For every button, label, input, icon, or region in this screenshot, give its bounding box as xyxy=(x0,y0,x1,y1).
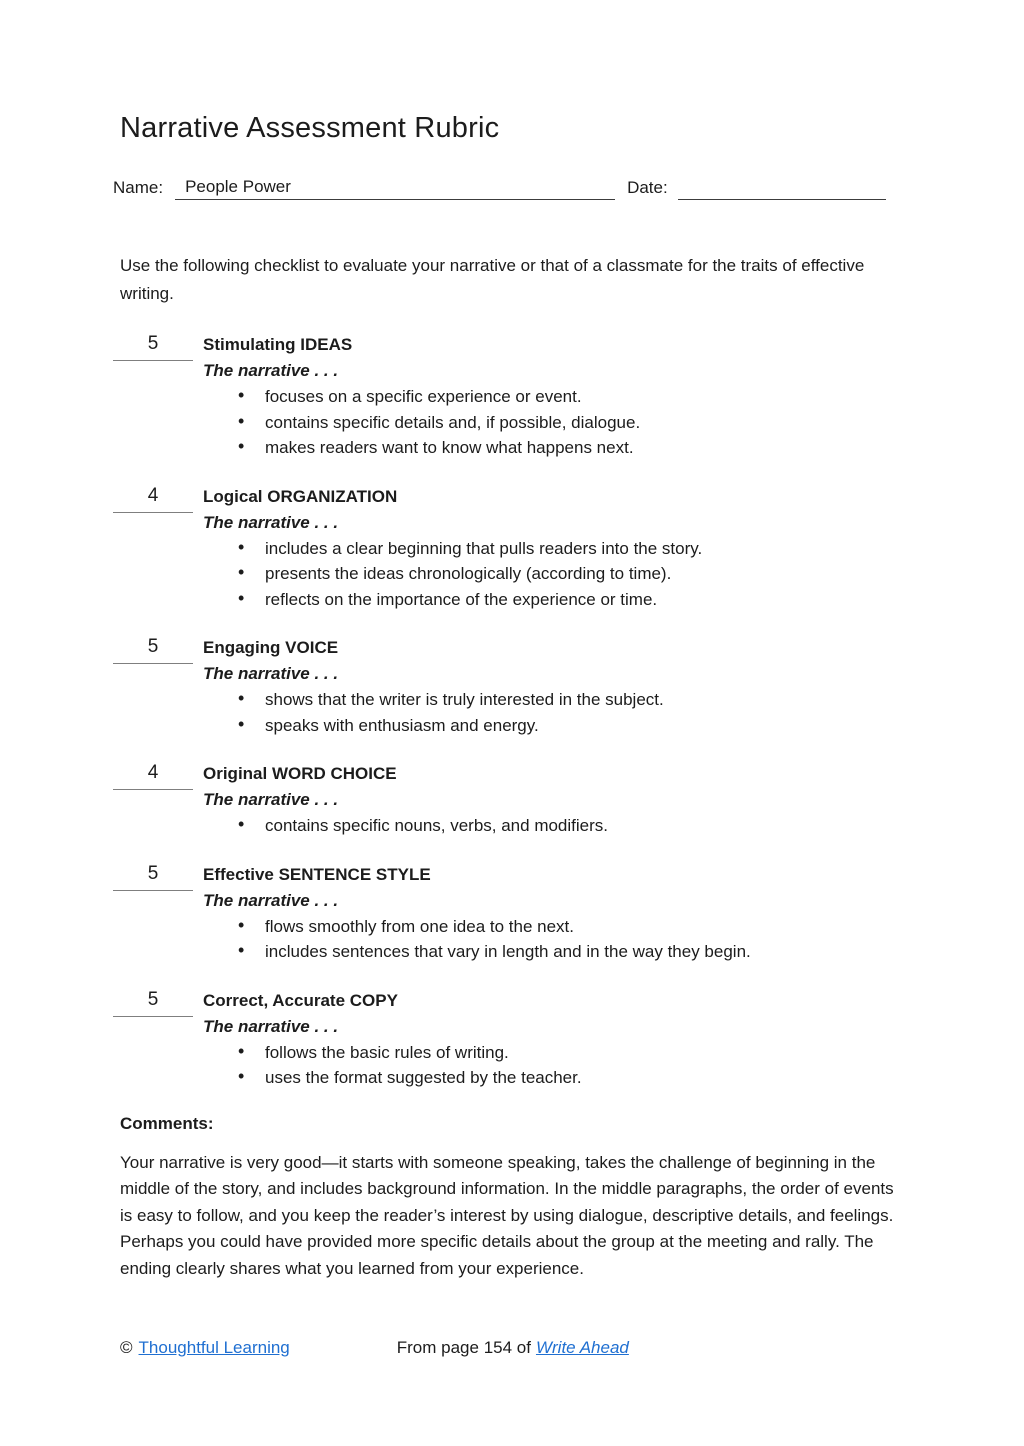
rubric-section-voice xyxy=(113,635,906,738)
bullet-item: • contains specific nouns, verbs, and modifiers. xyxy=(238,813,608,839)
narrative-lead: The narrative . . . xyxy=(203,512,339,532)
bullet-item: • shows that the writer is truly interested in the subject. xyxy=(238,687,664,713)
bullet-item: • includes sentences that vary in length and in the way they begin. xyxy=(238,939,751,965)
bullet-list xyxy=(203,687,664,738)
bullet-item: • speaks with enthusiasm and energy. xyxy=(238,713,664,739)
bullet-item: • uses the format suggested by the teacher. xyxy=(238,1065,582,1091)
page-title: Narrative Assessment Rubric xyxy=(120,112,500,144)
section-body xyxy=(203,484,702,613)
source-book-link[interactable]: Write Ahead xyxy=(535,1338,629,1357)
date-label: Date: xyxy=(627,178,668,197)
bullet-list xyxy=(203,914,751,965)
bullet-list xyxy=(203,1040,582,1091)
bullet-item: • presents the ideas chronologically (according to time). xyxy=(238,561,702,587)
narrative-lead: The narrative . . . xyxy=(203,790,339,809)
bullet-item: • focuses on a specific experience or event. xyxy=(238,384,640,410)
bullet-list xyxy=(203,813,608,839)
bullet-item: • reflects on the importance of the experience or time. xyxy=(238,587,702,613)
instructions-text: Use the following checklist to evaluate your narrative or that of a classmate for the traits of effective writing. xyxy=(120,256,865,303)
copyright-line xyxy=(120,1338,290,1358)
source-prefix: From page 154 of xyxy=(396,1338,531,1357)
narrative-lead: The narrative . . . xyxy=(203,1016,339,1036)
score-field-word-choice[interactable]: 4 xyxy=(113,762,193,790)
narrative-lead: The narrative . . . xyxy=(203,890,339,910)
rubric-section-word-choice xyxy=(113,761,906,839)
comments-label: Comments: xyxy=(120,1113,214,1133)
source-note xyxy=(397,1338,629,1358)
page-footer xyxy=(120,1338,629,1358)
section-title-ideas: Stimulating IDEAS xyxy=(203,335,353,354)
date-field[interactable] xyxy=(678,197,886,200)
section-title-organization: Logical ORGANIZATION xyxy=(203,486,398,506)
section-title-word-choice: Original WORD CHOICE xyxy=(203,764,397,783)
rubric-section-organization xyxy=(113,484,906,613)
narrative-lead: The narrative . . . xyxy=(203,664,339,683)
rubric-section-copy xyxy=(113,988,906,1091)
bullet-item: • makes readers want to know what happens next. xyxy=(238,435,640,461)
name-label: Name: xyxy=(113,178,164,197)
rubric-section-ideas xyxy=(113,332,906,461)
section-body xyxy=(203,988,582,1091)
section-title-copy: Correct, Accurate COPY xyxy=(203,990,398,1010)
name-date-row xyxy=(113,177,906,200)
publisher-link[interactable]: Thoughtful Learning xyxy=(138,1338,290,1357)
rubric-section-sentence-style xyxy=(113,862,906,965)
bullet-item: • includes a clear beginning that pulls readers into the story. xyxy=(238,536,702,562)
bullet-list xyxy=(203,384,640,461)
rubric-sections xyxy=(113,332,906,1091)
score-field-ideas[interactable]: 5 xyxy=(113,333,193,361)
comments-text: Your narrative is very good—it starts with someone speaking, takes the challenge of beginning in the middle of the story, and includes background information. In the middle paragraphs, the order of events is easy to follow, and you keep the reader’s interest by using dialogue, descriptive details, and feelings. Perhaps you could have provided more specific details about the group at the meeting and rally. The ending clearly shares what you learned from your experience. xyxy=(120,1152,894,1278)
section-body xyxy=(203,635,664,738)
bullet-item: • flows smoothly from one idea to the next. xyxy=(238,914,751,940)
name-field[interactable]: People Power xyxy=(175,177,615,200)
bullet-list xyxy=(203,536,702,613)
section-body xyxy=(203,761,608,839)
section-body xyxy=(203,862,751,965)
score-field-sentence-style[interactable]: 5 xyxy=(113,863,193,891)
section-title-sentence-style: Effective SENTENCE STYLE xyxy=(203,864,431,884)
score-field-copy[interactable]: 5 xyxy=(113,989,193,1017)
score-field-voice[interactable]: 5 xyxy=(113,636,193,664)
section-title-voice: Engaging VOICE xyxy=(203,638,339,657)
score-field-organization[interactable]: 4 xyxy=(113,485,193,513)
bullet-item: • contains specific details and, if possible, dialogue. xyxy=(238,410,640,436)
bullet-item: • follows the basic rules of writing. xyxy=(238,1040,582,1066)
copyright-symbol: © xyxy=(120,1338,133,1357)
narrative-lead: The narrative . . . xyxy=(203,361,339,380)
section-body xyxy=(203,332,640,461)
